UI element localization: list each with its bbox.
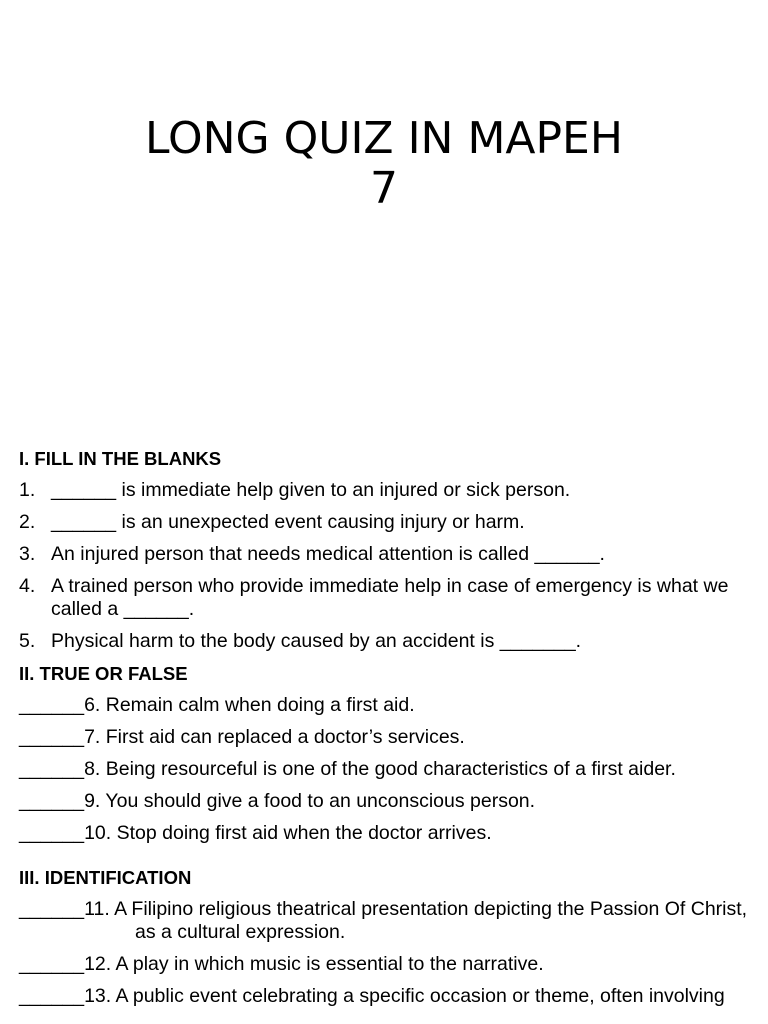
- quiz-title-line2: 7: [370, 163, 398, 214]
- section-heading-fill-in-the-blanks: I. FILL IN THE BLANKS: [19, 448, 222, 469]
- identification-item: ______12. A play in which music is essential to the narrative.: [19, 953, 544, 975]
- quiz-title-line1: LONG QUIZ IN MAPEH: [145, 113, 623, 164]
- true-false-item: ______8. Being resourceful is one of the good characteristics of a first aider.: [19, 758, 676, 780]
- section-heading-true-or-false: II. TRUE OR FALSE: [19, 663, 188, 684]
- fill-in-the-blanks-list: [19, 479, 764, 653]
- item-text: An injured person that needs medical attention is called ______.: [51, 543, 605, 565]
- item-text: ______ is an unexpected event causing injury or harm.: [51, 511, 525, 533]
- true-false-item: ______6. Remain calm when doing a first aid.: [19, 694, 415, 716]
- list-item: [19, 543, 764, 566]
- item-number: 2.: [19, 511, 36, 533]
- quiz-body: [19, 447, 764, 1017]
- identification-item: ______13. A public event celebrating a specific occasion or theme, often involving: [19, 985, 725, 1007]
- true-false-item: ______9. You should give a food to an unconscious person.: [19, 790, 536, 812]
- item-number: 3.: [19, 543, 36, 565]
- identification-item: ______11. A Filipino religious theatrical presentation depicting the Passion Of Christ, as a cultural expression.: [19, 898, 748, 943]
- item-text: Physical harm to the body caused by an accident is _______.: [51, 630, 582, 652]
- item-number: 5.: [19, 630, 36, 652]
- list-item: [19, 511, 764, 534]
- item-number: 4.: [19, 575, 36, 597]
- section-heading-identification: III. IDENTIFICATION: [19, 867, 192, 888]
- list-item: [19, 630, 764, 653]
- item-number: 1.: [19, 479, 36, 501]
- quiz-title: [0, 114, 768, 214]
- item-text: ______ is immediate help given to an injured or sick person.: [51, 479, 571, 501]
- true-false-item: ______7. First aid can replaced a doctor’s services.: [19, 726, 465, 748]
- item-text: A trained person who provide immediate help in case of emergency is what we called a ______.: [51, 575, 729, 620]
- true-false-item: ______10. Stop doing first aid when the doctor arrives.: [19, 822, 492, 844]
- list-item: [19, 575, 764, 621]
- list-item: [19, 479, 764, 502]
